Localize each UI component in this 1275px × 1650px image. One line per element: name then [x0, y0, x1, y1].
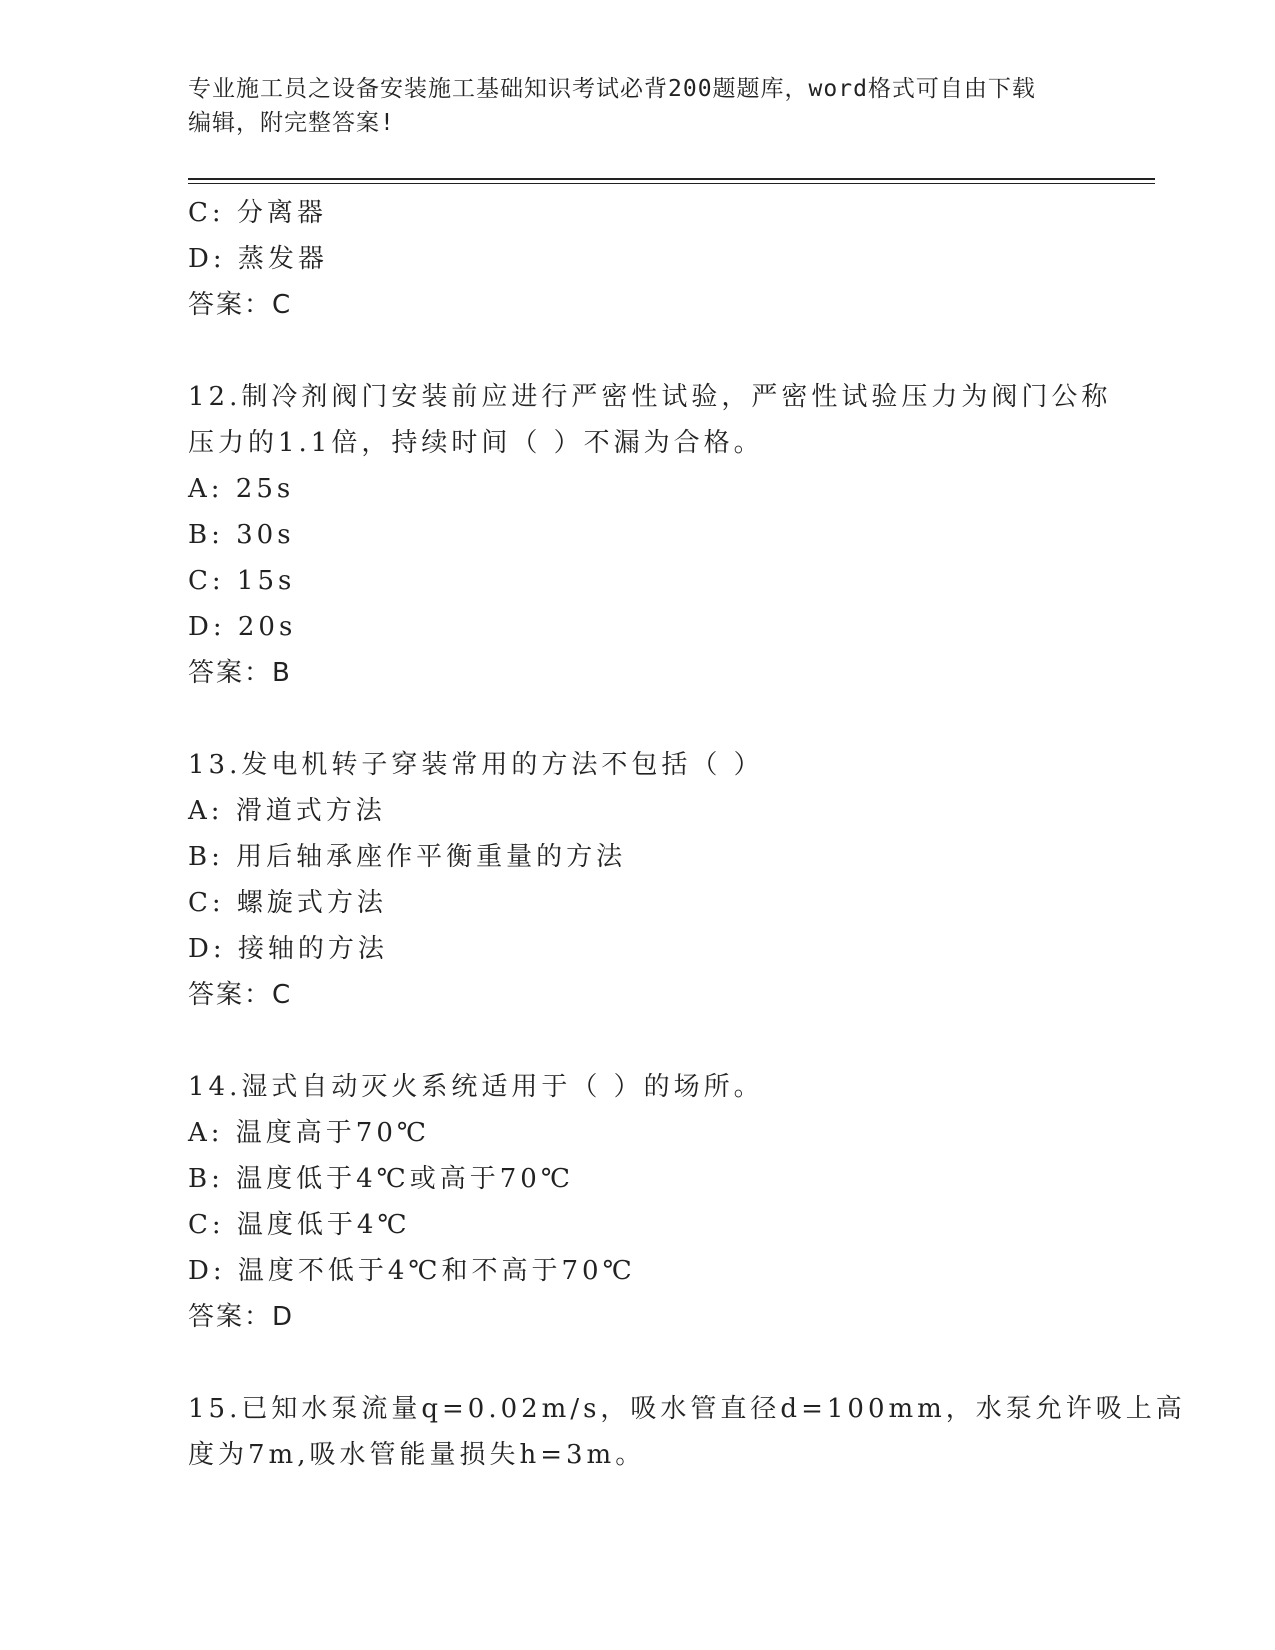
question-stem: 压力的1.1倍，持续时间（ ）不漏为合格。 [188, 428, 764, 458]
answer-line: 答案：C [188, 980, 293, 1010]
document-header [188, 72, 1088, 140]
option-b: B: 30s [188, 520, 295, 550]
answer-line: 答案：C [188, 290, 293, 320]
option-c: C: 15s [188, 566, 296, 596]
question-13 [188, 742, 1088, 1018]
option-a: A: 温度高于70℃ [188, 1118, 430, 1148]
option-d: D: 温度不低于4℃和不高于70℃ [188, 1256, 636, 1286]
header-title-line-2: 编辑，附完整答案! [188, 110, 395, 136]
question-stem: 13.发电机转子穿装常用的方法不包括（ ） [188, 750, 764, 780]
question-stem: 15.已知水泵流量q=0.02m/s，吸水管直径d=100mm，水泵允许吸上高 [188, 1394, 1186, 1424]
question-12 [188, 374, 1112, 696]
question-stem: 12.制冷剂阀门安装前应进行严密性试验，严密性试验压力为阀门公称 [188, 382, 1112, 412]
option-d: D: 蒸发器 [188, 244, 328, 274]
question-15 [188, 1386, 1186, 1478]
question-11-tail [188, 190, 1088, 328]
option-b: B: 温度低于4℃或高于70℃ [188, 1164, 574, 1194]
question-stem: 14.湿式自动灭火系统适用于（ ）的场所。 [188, 1072, 764, 1102]
header-divider-thin [188, 183, 1155, 184]
option-b: B: 用后轴承座作平衡重量的方法 [188, 842, 627, 872]
option-d: D: 接轴的方法 [188, 934, 388, 964]
option-a: A: 滑道式方法 [188, 796, 386, 826]
spacer [188, 1340, 1088, 1386]
header-divider-thick [188, 178, 1155, 180]
option-d: D: 20s [188, 612, 297, 642]
option-c: C: 螺旋式方法 [188, 888, 387, 918]
spacer [188, 1018, 1088, 1064]
header-title-line-1: 专业施工员之设备安装施工基础知识考试必背200题题库，word格式可自由下载 [188, 76, 1036, 102]
question-14 [188, 1064, 1088, 1340]
option-c: C: 分离器 [188, 198, 327, 228]
option-c: C: 温度低于4℃ [188, 1210, 411, 1240]
spacer [188, 696, 1088, 742]
question-stem: 度为7m,吸水管能量损失h=3m。 [188, 1440, 646, 1470]
answer-line: 答案：B [188, 658, 292, 688]
spacer [188, 328, 1088, 374]
option-a: A: 25s [188, 474, 295, 504]
question-list [188, 190, 1186, 1478]
answer-line: 答案：D [188, 1302, 295, 1332]
